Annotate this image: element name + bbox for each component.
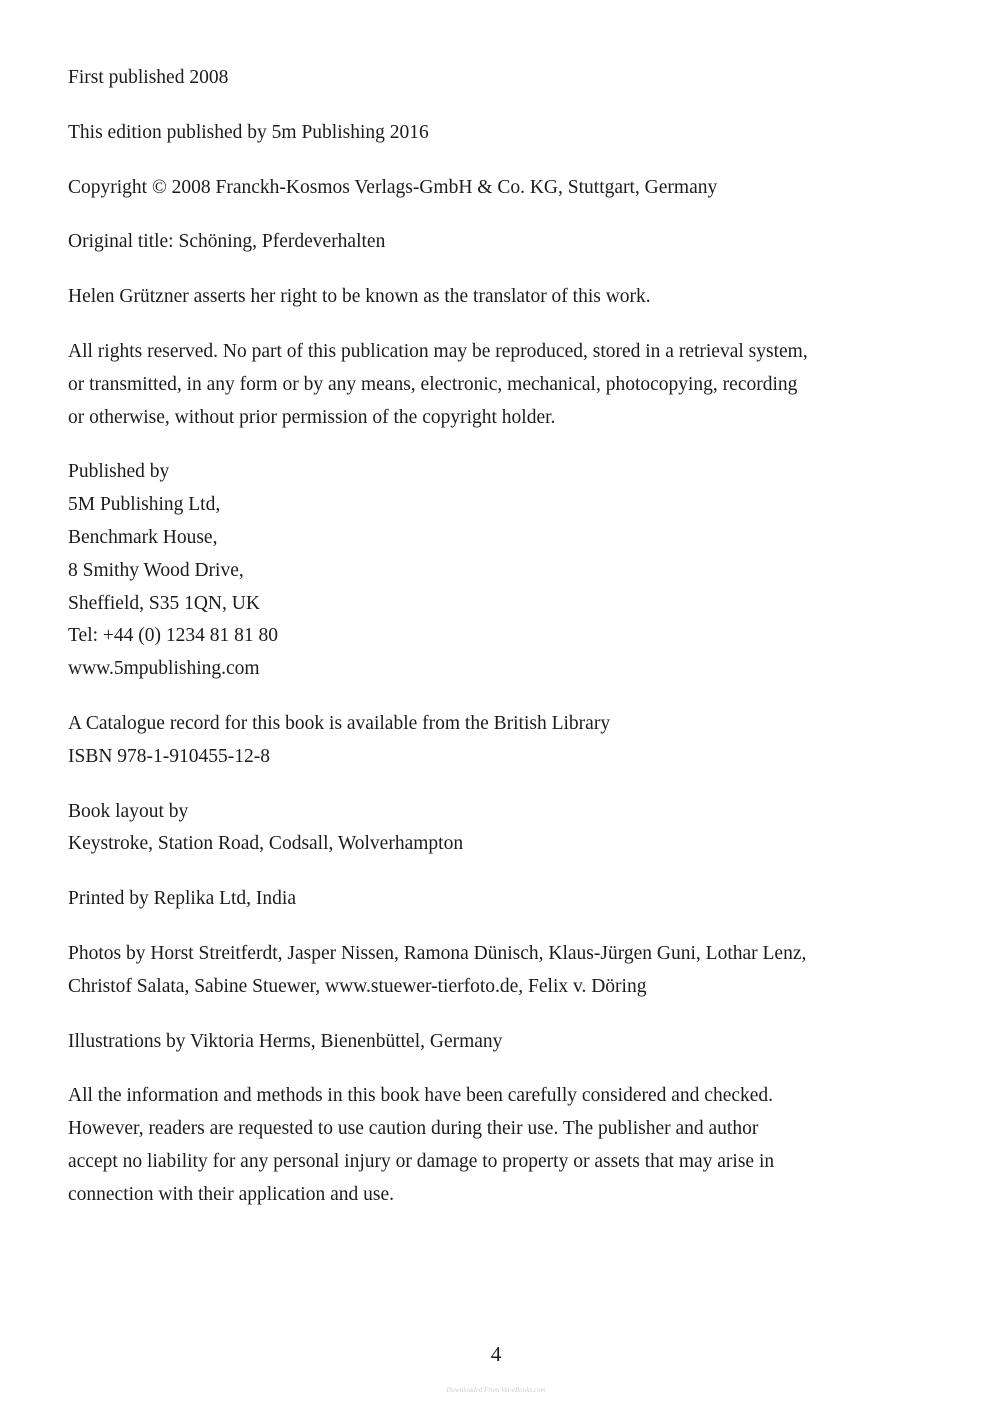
photo-credit-line: Christof Salata, Sabine Stuewer, www.stuewer-tierfoto.de, Felix v. Döring <box>68 975 647 997</box>
translator-text: Helen Grützner asserts her right to be known as the translator of this work. <box>68 286 651 308</box>
catalogue-text: A Catalogue record for this book is available from the British Library <box>68 712 611 734</box>
publisher-website: www.5mpublishing.com <box>68 658 260 680</box>
rights-line: All rights reserved. No part of this publication may be reproduced, stored in a retrieval system, <box>68 340 808 362</box>
publisher-building: Benchmark House, <box>68 526 218 548</box>
rights-line: or otherwise, without prior permission of the copyright holder. <box>68 406 556 428</box>
copyright-text: Copyright © 2008 Franckh-Kosmos Verlags-GmbH & Co. KG, Stuttgart, Germany <box>68 176 718 198</box>
disclaimer-line: connection with their application and use. <box>68 1183 394 1205</box>
layout-label: Book layout by <box>68 800 189 822</box>
printed-by-text: Printed by Replika Ltd, India <box>68 888 297 910</box>
publisher-address <box>68 456 928 686</box>
publisher-street: 8 Smithy Wood Drive, <box>68 559 244 581</box>
illustrations-text: Illustrations by Viktoria Herms, Bienenbüttel, Germany <box>68 1030 503 1052</box>
page-number: 4 <box>490 1342 502 1366</box>
disclaimer-line: All the information and methods in this book have been carefully considered and checked. <box>68 1085 774 1107</box>
translator-statement <box>68 281 928 314</box>
disclaimer <box>68 1080 928 1211</box>
published-by-label: Published by <box>68 461 170 483</box>
first-published <box>68 62 928 95</box>
rights-statement <box>68 336 928 434</box>
layout-company: Keystroke, Station Road, Codsall, Wolverhampton <box>68 833 464 855</box>
disclaimer-line: accept no liability for any personal injury or damage to property or assets that may arise in <box>68 1150 775 1172</box>
edition-text: This edition published by 5m Publishing 2016 <box>68 121 429 143</box>
rights-line: or transmitted, in any form or by any means, electronic, mechanical, photocopying, recording <box>68 373 798 395</box>
catalogue-record <box>68 708 928 774</box>
publisher-city: Sheffield, S35 1QN, UK <box>68 592 260 614</box>
original-title-text: Original title: Schöning, Pferdeverhalten <box>68 231 386 253</box>
book-layout-credit <box>68 796 928 862</box>
first-published-text: First published 2008 <box>68 67 229 88</box>
photo-credit-line: Photos by Horst Streitferdt, Jasper Nissen, Ramona Dünisch, Klaus-Jürgen Guni, Lothar Lenz, <box>68 942 807 964</box>
publisher-name: 5M Publishing Ltd, <box>68 494 221 516</box>
photo-credits <box>68 938 928 1004</box>
footer-watermark: Downloaded From Vet-eBooks.com <box>446 1386 546 1394</box>
isbn: ISBN 978-1-910455-12-8 <box>68 745 271 767</box>
original-title <box>68 226 928 259</box>
copyright-page <box>68 62 928 1234</box>
printer-credit <box>68 883 928 916</box>
illustration-credit <box>68 1026 928 1059</box>
publisher-phone: Tel: +44 (0) 1234 81 81 80 <box>68 625 279 647</box>
edition <box>68 117 928 150</box>
copyright-notice <box>68 172 928 205</box>
disclaimer-line: However, readers are requested to use caution during their use. The publisher and author <box>68 1118 759 1140</box>
